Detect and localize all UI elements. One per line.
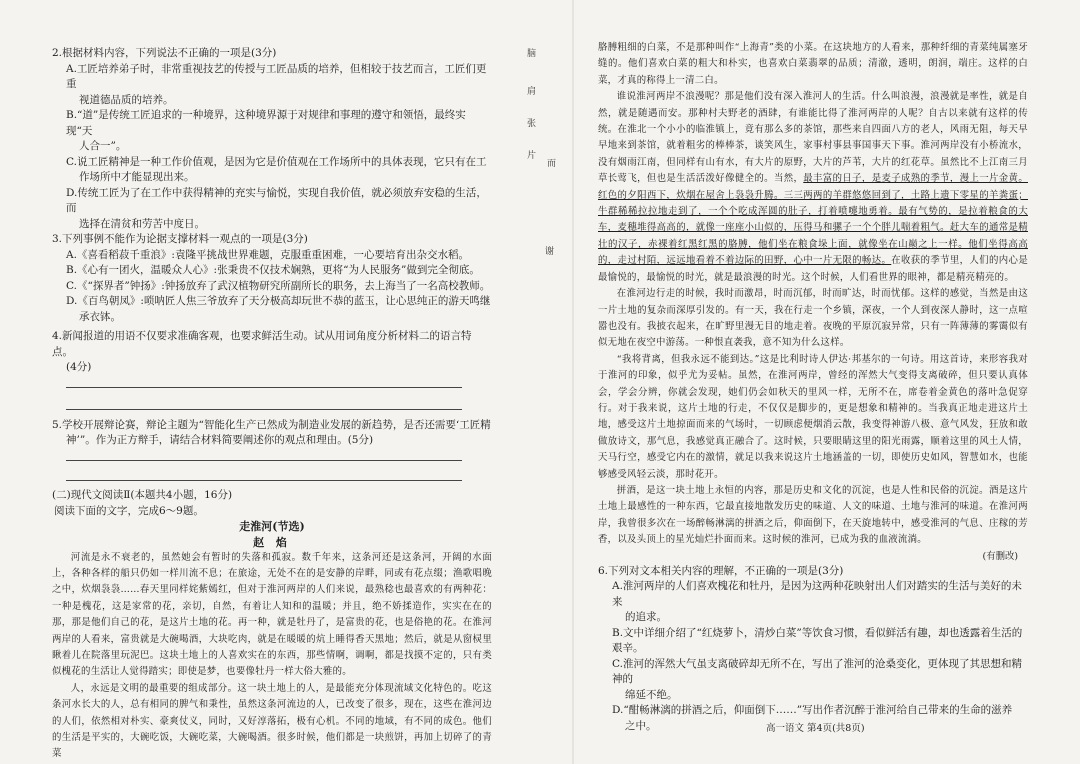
q3-option-b: B.《心有一团火，温暖众人心》:张秉贵不仅技术娴熟，更将“为人民服务”做到完全彻底。	[66, 264, 480, 276]
question-4	[52, 329, 492, 410]
q6-option-d-cont: 之中。	[625, 719, 657, 732]
margin-mark: 肩	[527, 87, 537, 97]
paragraph-text: 谁说淮河两岸不浪漫呢？那是他们没有深入淮河人的生活。什么叫浪漫，浪漫就是率性，就是自然，就是随遇而安。那种村夫野老的酒肆，有谁能比得了淮河两岸的人呢？自古以来就有这样的传统。在淮北一个小小的临淮镇上，竟有那么多的茶馆，那些来自四面八方的老人，风雨无阻，每天早早地来到茶馆，就着粗劣的棒棒茶，谈笑风生，家事村事县事国事天下事。淮河两岸没有小桥流水，没有烟雨江南，但同样有山有水，有大片的原野，大片的芦苇，大片的红花草。虽然比不上江南三月草长莺飞，但也是生活活泼好像健全的。当然，	[598, 91, 1028, 185]
q6-option-c: C.淮河的浑然大气虽支离破碎却无所不在，写出了淮河的沧桑变化，更体现了其思想和精神的	[612, 657, 1022, 686]
q2-option-c: C.说工匠精神是一种工作价值观，是因为它是价值观在工作场所中的具体表现，它只有在工	[66, 155, 487, 168]
answer-line[interactable]	[66, 469, 462, 481]
passage-paragraph: 拼酒，是这一块土地上永恒的内容，那是历史和文化的沉淀，也是人性和民俗的沉淀。酒是这片土地上最感性的一种东西，它最直接地散发历史的味道、人文的味道、土地与淮河的味道。在淮河两岸，我曾很多次在一场醉畅淋漓的拼酒之后，仰面倒下，在天旋地转中，感受淮河的气息、庄稼的芳香，以及头顶上的星光灿烂扑面而来。这时候的淮河，已成为我的血液流淌。	[598, 484, 1028, 546]
binding-margin	[505, 30, 585, 730]
q3-option-d-cont: 承衣钵。	[79, 310, 121, 323]
margin-mark: 谢	[545, 247, 555, 257]
q6-option-a-cont: 的追求。	[625, 611, 667, 624]
margin-mark: 张	[527, 119, 537, 129]
question-6	[598, 564, 1028, 735]
q3-stem: 3.下列事例不能作为论据支撑材料一观点的一项是(3分)	[52, 233, 308, 245]
answer-line[interactable]	[66, 376, 462, 388]
q3-option-a: A.《喜看稻菽千重浪》:袁隆平挑战世界难题，克服重重困难，一心要培育出杂交水稻。	[66, 248, 469, 261]
passage-paragraph	[598, 89, 1028, 286]
passage-paragraph: 胳膊粗细的白菜，不是那种叫作“上海青”类的小菜。在这块地方的人看来，那种纤细的青菜纯属塞牙缝的。他们喜欢白菜的粗大和朴实，也喜欢白菜翡翠的品质；清澈，透明，朗润，端庄。这样的白菜，才真的称得上一清二白。	[598, 42, 1028, 86]
paragraph-text: 在收获的季节里，人们的内心是最愉悦的，最愉悦的时光，就是最浪漫的时光。这个时候，人们看世界的眼神，都是精亮精亮的。	[598, 255, 1028, 283]
q6-option-d: D.“酣畅淋漓的拼酒之后，仰面倒下……”写出作者沉醉于淮河给自己带来的生命的滋养	[612, 704, 1013, 717]
edited-note: (有删改)	[982, 550, 1018, 562]
q3-option-c: C.《“探界者”钟扬》:钟扬放弃了武汉植物研究所副所长的职务，去上海当了一名高校教师。	[66, 279, 491, 292]
section-heading: (二)现代文阅读Ⅱ(本题共4小题，16分)	[52, 488, 233, 501]
underlined-text: 最丰富的日子，是麦子成熟的季节，漫上一片金黄。红色的夕阳西下，炊烟在屋舍上袅袅升腾。三三两两的羊群悠悠回到了，土路上遗下零星的羊粪蛋；牛群稀稀拉拉地走到了，一个个吃成浑圆的肚子，打着喷嚏地勇着。最有气势的，是拉着粮食的大车，麦穗堆得高高的，就像一座座小山似的，压得马和骡子一个个胖儿喘着粗气。赶大车的通常是精壮的汉子，赤裸着红黑红黑的胳膊，他们坐在粮食垛上面，就像坐在山巅之上一样。他们坐得高高的，走过村陌，远远地看着不着边际的田野，心中一片无限的畅达。	[598, 173, 1028, 267]
question-3	[52, 232, 492, 325]
q6-option-b: B.文中详细介绍了“红烧萝卜，清炒白菜”等饮食习惯，看似鲜活有趣，却也透露着生活的艰辛。	[612, 626, 1023, 655]
left-column	[52, 0, 492, 764]
q6-option-c-cont: 绵延不绝。	[625, 688, 678, 701]
q4-stem: 4.新闻报道的用语不仅要求准确客观，也要求鲜活生动。试从用词角度分析材料二的语言特点。	[52, 330, 472, 358]
section-instruction: 阅读下面的文字，完成6～9题。	[54, 504, 204, 517]
q5-stem-cont: 神’”。作为正方辩手，请结合材料简要阐述你的观点和理由。(5分)	[66, 434, 374, 446]
passage-paragraph: 河流是永不衰老的，虽然她会有暂时的失落和孤寂。数千年来，这条河还是这条河，开阔的水面上，各种各样的船只仍如一样川流不息；在旅途，无处不在的是安静的岸畔，同或有花点缀；渔歌唱晚之中，炊烟袅袅……春天里同样姹紫嫣红，但对于淮河两岸的人们来说，最熟稔也最喜欢的有两种花：一种是槐花，这是家常的花，亲切，自然，有着让人知和的温暖；并且，绝不娇揉造作，实实在在的那，那是他们自己的花，是这片土地的花。再一种，就是牡丹了，是富贵的花，也是俗艳的花。在淮河两岸的人看来，富贵就是大碗喝酒，大块吃肉，就是在暖暖的炕上睡得香天黑地；然后，就是从窗棂里瞅着儿在院落里玩泥巴。这块土地上的人喜欢实在的东西，那些情啊，调啊，都是找摸不定的，只有类似槐花的生活让人觉得踏实；即使是梦，也要像牡丹一样大俗大雅的。	[52, 551, 492, 678]
passage-title: 走淮河(节选)	[239, 519, 305, 533]
question-5	[52, 418, 492, 481]
q2-option-a-cont: 视道德品质的培养。	[79, 93, 174, 106]
right-column	[598, 0, 1028, 764]
page-footer: 高一语文 第4页(共8页)	[766, 723, 865, 734]
passage-paragraph: 在淮河边行走的时候，我时而激昂，时而沉郁，时而旷达，时而忧郁。这样的感觉，当然是由这一片土地的复杂而深厚引发的。有一天，我在行走一个乡镇，深夜，一个人到夜深人静时，这一点喧嚣也没有。我披衣起来，在旷野里漫无目的地走着。夜晚的平原沉寂异常，只有一阵薄薄的雾霭似有似无地在夜空中游荡。一种恨直袭我，意不知为什么这样。	[598, 288, 1028, 349]
q6-option-a: A.淮河两岸的人们喜欢槐花和牡丹，是因为这两种花映射出人们对踏实的生活与美好的未来	[612, 580, 1022, 608]
q2-option-b-cont: 人合一”。	[79, 140, 127, 152]
margin-mark: 脑	[527, 49, 537, 59]
answer-line[interactable]	[66, 449, 462, 461]
passage-paragraph: “我将背离，但我永远不能到达。”这是比利时诗人伊达·邦基尔的一句诗。用这首诗，来形容我对于淮河的印象，似乎尤为妥帖。虽然，在淮河两岸，曾经的浑然大气变得支离破碎，但只要认真体会，学会分辨，你就会发现，她们仍会如秋天的里风一样，无所不在，席卷着金黄色的落叶急促穿行。对于我来说，这片土地的行走，不仅仅是脚步的，更是想象和精神的。当我真正地走进这片土地，感受这片土地掠面而来的气场时，一切顾虑便烟消云散，我变得神游八极、意气风发，狂放和敢做放诗文，那气息，我感觉真正融合了。这时候，只要眼睛这里的阳光雨露，顺着这里的风土人情，天马行空，感受它内在的激情，就足以我来说这片土地涵盖的一切，即使历史如风，智慧如水，也能够感受风轻云淡，那时花开。	[598, 353, 1028, 480]
margin-mark: 片	[527, 151, 537, 161]
q2-stem: 2.根据材料内容，下列说法不正确的一项是(3分)	[52, 47, 277, 59]
q3-option-d: D.《百鸟朝凤》:唢呐匠人焦三爷放弃了天分极高却玩世不恭的蓝玉，让心思纯正的游天鸣继	[66, 295, 491, 307]
q2-option-b: B.“道”是传统工匠追求的一种境界，这种境界源于对规律和事理的遵守和领悟，最终实现“天	[66, 109, 466, 137]
passage-author: 赵 焰	[253, 535, 291, 549]
q2-option-a: A.工匠培养弟子时，非常重视技艺的传授与工匠品质的培养，但相较于技艺而言，工匠们更重	[66, 62, 487, 90]
q2-option-c-cont: 作场所中才能显现出来。	[79, 171, 195, 183]
q5-stem: 5.学校开展辩论赛，辩论主题为“智能化生产已然成为制造业发展的新趋势，是否还需要‘工匠精	[52, 418, 491, 431]
q6-stem: 6.下列对文本相关内容的理解，不正确的一项是(3分)	[598, 564, 844, 577]
q2-option-d-cont: 选择在清贫和劳苦中度日。	[79, 217, 205, 230]
question-2	[52, 46, 492, 232]
q2-option-d: D.传统工匠为了在工作中获得精神的充实与愉悦，实现自我价值，就必须放弃安稳的生活，而	[66, 186, 487, 214]
q4-score: (4分)	[66, 361, 92, 373]
answer-line[interactable]	[66, 398, 462, 410]
margin-mark: 而	[547, 159, 557, 169]
passage-paragraph: 人，永远是文明的最重要的组成部分。这一块土地上的人，是最能充分体现流域文化特色的。吃这条河水长大的人，总有相同的脾气和秉性，虽然这条河流边的人，已改变了很多，现在，这些在淮河边的人们，依然相对朴实、豪爽仗义，同时，又好淳落拓，极有心机。不同的地域，有不同的成色。他们的生活是平实的，大碗吃饭，大碗吃菜，大碗喝酒。很多时候，他们都是一块煎饼，再加上切碎了的青菜	[52, 682, 492, 760]
